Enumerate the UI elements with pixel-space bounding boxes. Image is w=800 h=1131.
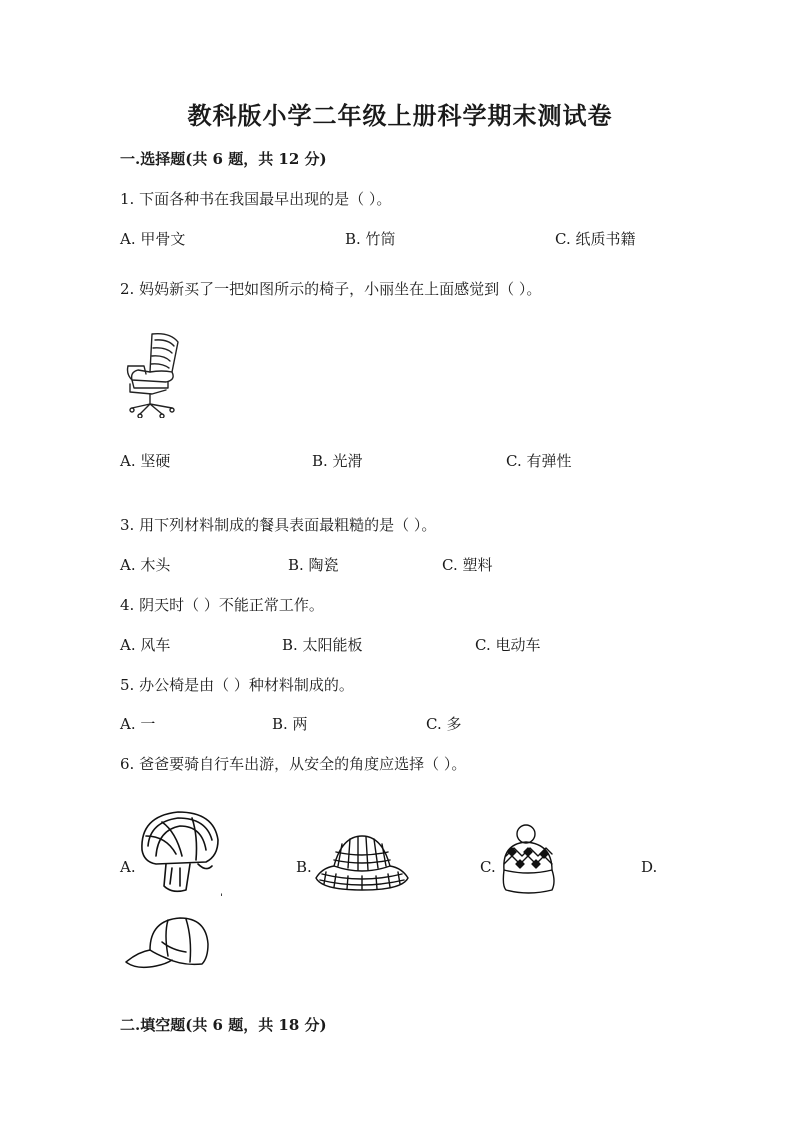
q6-option-d-label: D.	[641, 858, 658, 876]
knit-beanie-image	[496, 822, 560, 896]
question-1: 1. 下面各种书在我国最早出现的是（ ）。	[120, 190, 392, 208]
baseball-cap-image	[122, 914, 212, 972]
q3-option-b: B. 陶瓷	[288, 556, 339, 574]
q6-option-c-label: C.	[480, 858, 496, 876]
question-4: 4. 阴天时（ ）不能正常工作。	[120, 596, 324, 614]
q4-option-a: A. 风车	[120, 636, 171, 654]
office-chair-image	[122, 330, 184, 418]
q3-option-c: C. 塑料	[442, 556, 493, 574]
q1-option-c: C. 纸质书籍	[555, 230, 636, 248]
q5-option-c: C. 多	[426, 715, 462, 733]
straw-hat-image	[312, 832, 412, 894]
q5-option-b: B. 两	[272, 715, 308, 733]
q2-option-b: B. 光滑	[312, 452, 363, 470]
q5-option-a: A. 一	[120, 715, 156, 733]
q3-option-a: A. 木头	[120, 556, 171, 574]
q4-option-c: C. 电动车	[475, 636, 541, 654]
bike-helmet-image	[136, 806, 222, 896]
question-2: 2. 妈妈新买了一把如图所示的椅子，小丽坐在上面感觉到（ ）。	[120, 280, 542, 298]
q2-option-a: A. 坚硬	[120, 452, 171, 470]
section-heading-choice: 一.选择题(共 6 题，共 12 分)	[120, 150, 327, 168]
q6-option-a-label: A.	[120, 858, 136, 876]
q4-option-b: B. 太阳能板	[282, 636, 363, 654]
question-3: 3. 用下列材料制成的餐具表面最粗糙的是（ ）。	[120, 516, 437, 534]
section-heading-fill-blank: 二.填空题(共 6 题，共 18 分)	[120, 1016, 327, 1034]
q1-option-a: A. 甲骨文	[120, 230, 186, 248]
page-title: 教科版小学二年级上册科学期末测试卷	[187, 101, 613, 130]
q2-option-c: C. 有弹性	[506, 452, 572, 470]
question-5: 5. 办公椅是由（ ）种材料制成的。	[120, 676, 354, 694]
q6-option-b-label: B.	[296, 858, 312, 876]
q1-option-b: B. 竹筒	[345, 230, 396, 248]
question-6: 6. 爸爸要骑自行车出游，从安全的角度应选择（ ）。	[120, 755, 467, 773]
